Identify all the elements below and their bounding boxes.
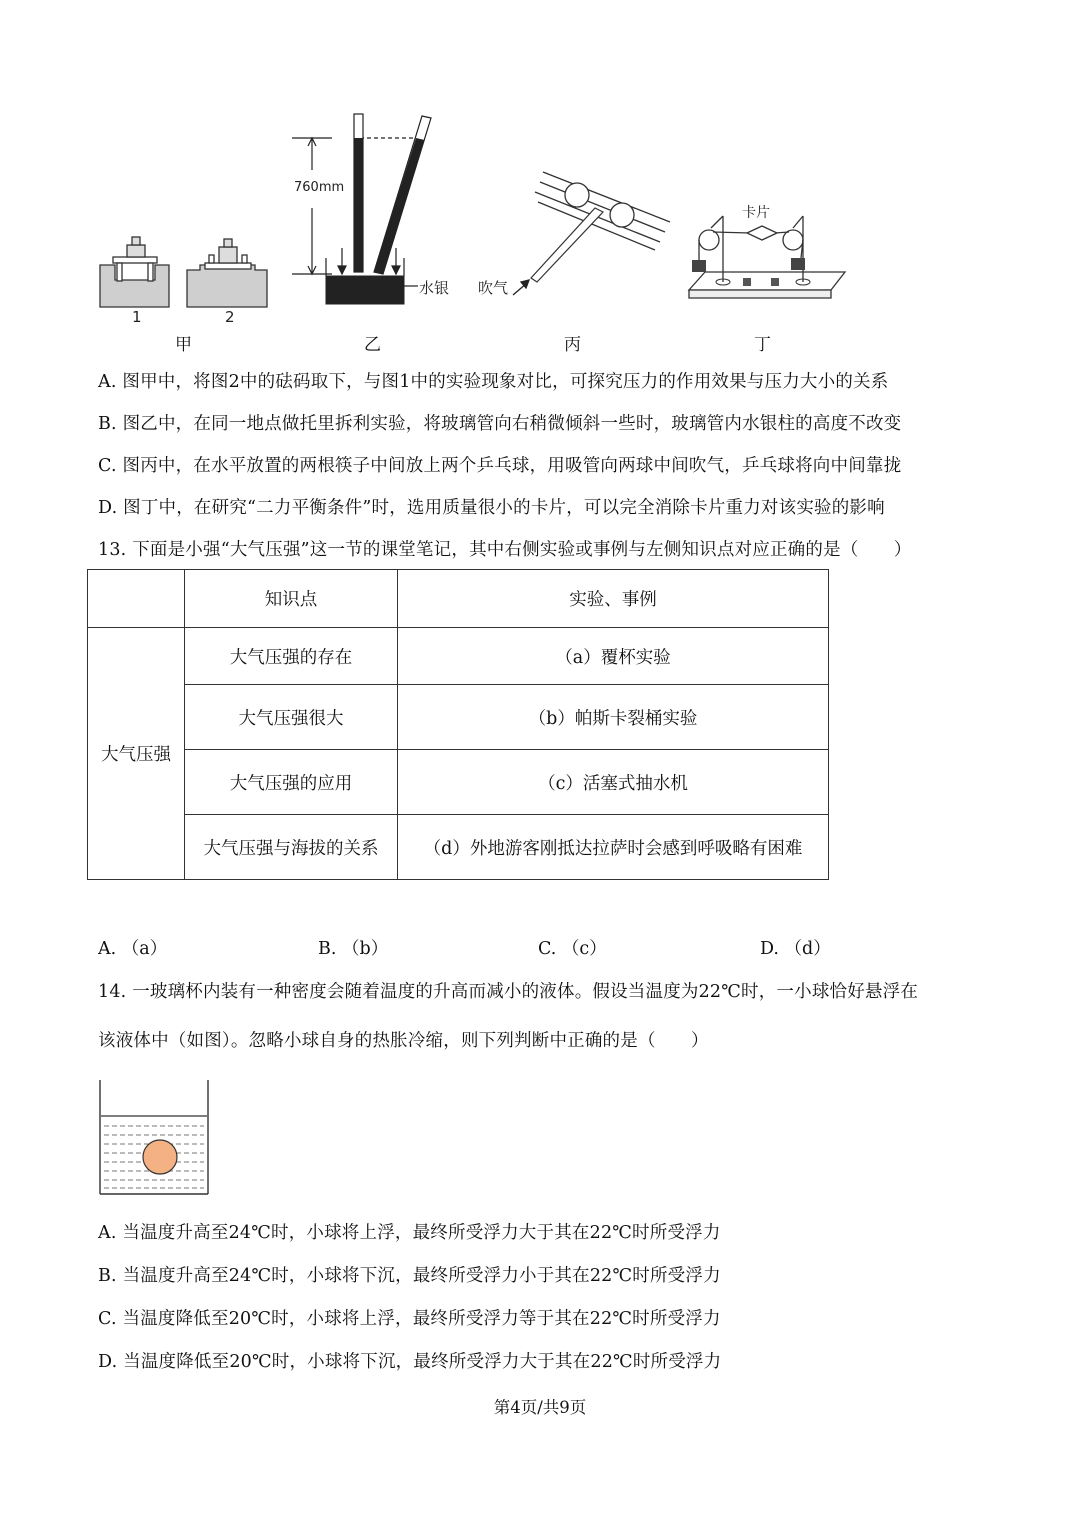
straw <box>531 208 603 282</box>
table-cell-example: （c）活塞式抽水机 <box>398 750 829 815</box>
sponge-2 <box>187 265 267 307</box>
notes-table <box>87 569 829 880</box>
q12-option-d: D. 图丁中，在研究“二力平衡条件”时，选用质量很小的卡片，可以完全消除卡片重力对该实验的影响 <box>98 498 885 518</box>
table-header-knowledge: 知识点 <box>185 570 398 628</box>
card-label: 卡片 <box>742 205 770 221</box>
table-cell-knowledge: 大气压强的存在 <box>185 628 398 685</box>
q13-choice-c: C. （c） <box>538 939 607 959</box>
height-760mm-label: 760mm <box>294 180 345 195</box>
q14-stem-line1: 14. 一玻璃杯内装有一种密度会随着温度的升高而减小的液体。假设当温度为22℃时，一小球恰好悬浮在 <box>98 982 919 1002</box>
sponge-1 <box>100 265 169 307</box>
figure-jia-sub1-label: 1 <box>132 308 142 326</box>
q13-choice-d: D. （d） <box>760 939 831 959</box>
ping-pong-ball-left <box>565 183 589 207</box>
chopsticks <box>535 172 670 250</box>
table-row <box>88 685 829 750</box>
table-cell-example: （a）覆杯实验 <box>398 628 829 685</box>
figure-ding <box>685 198 855 306</box>
table-cell-example: （d）外地游客刚抵达拉萨时会感到呼吸略有困难 <box>398 815 829 880</box>
figure-jia <box>95 225 275 315</box>
figure-beaker <box>96 1078 212 1198</box>
table-inverted-with-weight-2 <box>205 239 251 269</box>
q14-stem-line2: 该液体中（如图）。忽略小球自身的热胀冷缩，则下列判断中正确的是（ ） <box>98 1031 709 1051</box>
table-row <box>88 628 829 685</box>
base-board <box>689 272 845 298</box>
q13-choice-b: B. （b） <box>318 939 389 959</box>
table-row <box>88 815 829 880</box>
blow-label: 吹气 <box>478 279 509 297</box>
figure-bing <box>505 170 675 300</box>
q13-choice-a: A. （a） <box>98 939 168 959</box>
q14-option-d: D. 当温度降低至20℃时，小球将下沉，最终所受浮力大于其在22℃时所受浮力 <box>98 1352 722 1372</box>
q12-option-a: A. 图甲中，将图2中的砝码取下，与图1中的实验现象对比，可探究压力的作用效果与压力大小的关系 <box>98 372 889 392</box>
table-cell-knowledge: 大气压强的应用 <box>185 750 398 815</box>
page-footer: 第4页/共9页 <box>493 1398 587 1417</box>
suspended-ball <box>143 1140 177 1174</box>
table-with-weight-1 <box>113 237 157 281</box>
weight-right <box>791 258 805 270</box>
mercury-label: 水银 <box>419 279 450 297</box>
q12-option-c: C. 图丙中，在水平放置的两根筷子中间放上两个乒乓球，用吸管向两球中间吹气，乒乓球将向中间靠拢 <box>98 456 902 476</box>
mercury-dish <box>326 258 404 304</box>
q14-option-c: C. 当温度降低至20℃时，小球将上浮，最终所受浮力等于其在22℃时所受浮力 <box>98 1309 721 1329</box>
q13-stem: 13. 下面是小强“大气压强”这一节的课堂笔记，其中右侧实验或事例与左侧知识点对应正确的是（ ） <box>98 540 912 560</box>
vertical-tube <box>354 114 363 272</box>
figure-jia-label: 甲 <box>175 335 192 355</box>
card <box>747 226 777 240</box>
tilted-tube <box>374 116 431 274</box>
table-corner-cell <box>88 570 185 628</box>
figure-yi-label: 乙 <box>364 335 381 355</box>
table-cell-knowledge: 大气压强很大 <box>185 685 398 750</box>
figure-bing-label: 丙 <box>564 335 581 355</box>
q12-option-b: B. 图乙中，在同一地点做托里拆利实验，将玻璃管向右稍微倾斜一些时，玻璃管内水银柱的高度不改变 <box>98 414 902 434</box>
figure-ding-label: 丁 <box>754 335 771 355</box>
table-cell-knowledge: 大气压强与海拔的关系 <box>185 815 398 880</box>
ping-pong-ball-right <box>610 203 634 227</box>
figure-jia-sub2-label: 2 <box>225 308 235 326</box>
table-group-cell: 大气压强 <box>88 628 185 880</box>
table-header-example: 实验、事例 <box>398 570 829 628</box>
weight-left <box>692 260 706 272</box>
q14-option-b: B. 当温度升高至24℃时，小球将下沉，最终所受浮力小于其在22℃时所受浮力 <box>98 1266 721 1286</box>
table-header-row <box>88 570 829 628</box>
table-cell-example: （b）帕斯卡裂桶实验 <box>398 685 829 750</box>
table-row <box>88 750 829 815</box>
beaker <box>100 1080 208 1194</box>
q14-option-a: A. 当温度升高至24℃时，小球将上浮，最终所受浮力大于其在22℃时所受浮力 <box>98 1223 721 1243</box>
